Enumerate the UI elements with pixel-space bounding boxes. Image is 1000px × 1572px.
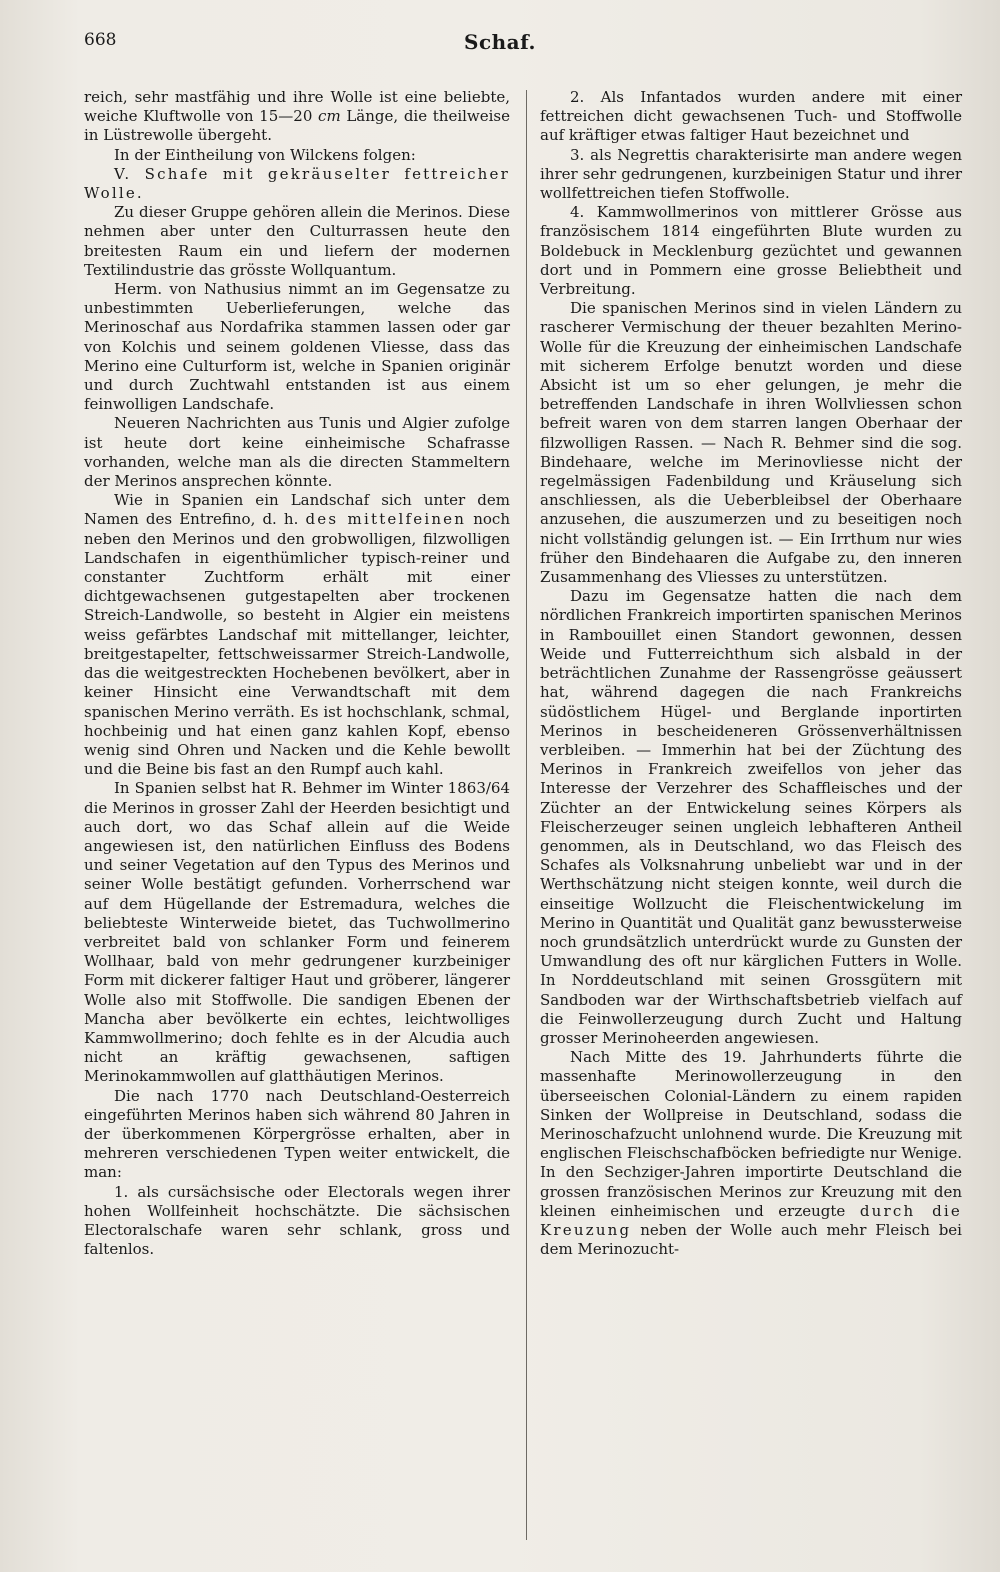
unit-text: cm [318, 107, 341, 126]
paragraph: Die spanischen Merinos sind in vielen Ländern zu rascherer Vermischung der theuer bezahlten Merino-Wolle für die Kreuzung der einheimischen Landschafe mit sicherem Erfolge benutzt worden und diese Absicht ist um so eher gelungen, je mehr die betreffenden Landschafe in ihren Wollvliessen schon befreit waren von dem starren langen Oberhaar der filzwolligen Rassen. — Nach R. Behmer sind die sog. Bindehaare, welche im Merinovliesse nicht der regelmässigen Fadenbildung und Kräuselung sich anschliessen, als die Ueberbleibsel der Oberhaare anzusehen, die auszumerzen und zu beseitigen noch nicht vollständig gelungen ist. — Ein Irrthum nur wies früher den Bindehaaren die Aufgabe zu, den inneren Zusammenhang des Vliesses zu unterstützen. [540, 299, 962, 587]
paragraph: reich, sehr mastfähig und ihre Wolle ist eine beliebte, weiche Kluftwolle von 15—20 cm Länge, die theilweise in Lüstrewolle übergeht. [84, 88, 511, 145]
paragraph: Wie in Spanien ein Landschaf sich unter dem Namen des Entrefino, d. h. des mittelfeinen noch neben den Merinos und den grobwolligen, filzwolligen Landschafen in eigenthümlicher typisch-reiner und constanter Zuchtform erhält mit einer dichtgewachsenen gutgestapelten aber trockenen Streich-Landwolle, so besteht in Algier ein meistens weiss gefärbtes Landschaf mit mittellanger, leichter, breitgestapelter, fettschweissarmer Streich-Landwolle, das die weitgestreckten Hochebenen bevölkert, aber in keiner Hinsicht eine Verwandtschaft mit dem spanischen Merino verräth. Es ist hochschlank, schmal, hochbeinig und hat einen ganz kahlen Kopf, ebenso wenig sind Ohren und Nacken und die Kehle bewollt und die Beine bis fast an den Rumpf auch kahl. [84, 491, 510, 779]
paragraph: 2. Als Infantados wurden andere mit einer fettreichen dicht gewachsenen Tuch- und Stoffwolle auf kräftiger etwas faltiger Haut bezeichnet und [540, 88, 962, 145]
spaced-emphasis: durch die Kreuzung [540, 1201, 962, 1239]
paragraph: 1. als cursächsische oder Electorals wegen ihrer hohen Wollfeinheit hochschätzte. Die sächsischen Electoralschafe waren sehr schlank, gross und faltenlos. [84, 1182, 510, 1259]
column-divider [526, 90, 527, 1540]
right-column [540, 88, 962, 1259]
paragraph: Neueren Nachrichten aus Tunis und Algier zufolge ist heute dort keine einheimische Schafrasse vorhanden, welche man als die directen Stammeltern der Merinos ansprechen könnte. [84, 414, 510, 491]
paragraph: Herm. von Nathusius nimmt an im Gegensatze zu unbestimmten Ueberlieferungen, welche das Merinoschaf aus Nordafrika stammen lassen oder gar von Kolchis und seinem goldenen Vliesse, dass das Merino eine Culturform ist, welche in Spanien originär und durch Zuchtwahl entstanden ist aus einem feinwolligen Landschafe. [84, 280, 510, 414]
spaced-emphasis: des mittelfeinen [305, 510, 467, 529]
page-number: 668 [84, 30, 117, 50]
paragraph: Dazu im Gegensatze hatten die nach dem nördlichen Frankreich importirten spanischen Merinos in Rambouillet einen Standort gewonnen, dessen Weide und Futterreichthum sich alsbald in der beträchtlichen Zunahme der Rassengrösse geäussert hat, während dagegen die nach Frankreichs südöstlichem Hügel- und Berglande inportirten Merinos in bescheideneren Grössenverhältnissen verbleiben. — Immerhin hat bei der Züchtung des Merinos in Frankreich zweifellos von jeher das Interesse der Verzehrer des Schaffleisches und der Züchter an der Entwickelung seines Körpers als Fleischerzeuger seinen ungleich lebhafteren Antheil genommen, als in Deutschland, wo das Fleisch des Schafes als Volksnahrung unbeliebt war und in der Werthschätzung nicht steigen konnte, weil durch die einseitige Wollzucht die Fleischentwickelung im Merino in Quantität und Qualität ganz bewussterweise noch grundsätzlich unterdrückt wurde zu Gunsten der Umwandlung des oft nur kärglichen Futters in Wolle. In Norddeutschland mit seinen Grossgütern mit Sandboden war der Wirthschaftsbetrieb vielfach auf die Feinwollerzeugung durch Zucht und Haltung grosser Merinoheerden angewiesen. [540, 587, 962, 1047]
paragraph: Nach Mitte des 19. Jahrhunderts führte die massenhafte Merinowollerzeugung in den überseeischen Colonial-Ländern zu einem rapiden Sinken der Wollpreise in Deutschland, sodass die Merinoschafzucht unlohnend wurde. Die Kreuzung mit englischen Fleischschafböcken befriedigte nur Wenige. In den Sechziger-Jahren importirte Deutschland die grossen französischen Merinos zur Kreuzung mit den kleinen einheimischen und erzeugte durch die Kreuzung neben der Wolle auch mehr Fleisch bei dem Merinozucht- [540, 1048, 962, 1259]
paragraph: Die nach 1770 nach Deutschland-Oesterreich eingeführten Merinos haben sich während 80 Jahren in der überkommenen Körpergrösse erhalten, aber in mehreren verschiedenen Typen weiter entwickelt, die man: [84, 1086, 510, 1182]
paragraph: In Spanien selbst hat R. Behmer im Winter 1863/64 die Merinos in grosser Zahl der Heerden besichtigt und auch dort, wo das Schaf allein auf die Weide angewiesen ist, den natürlichen Einfluss des Bodens und seiner Vegetation auf den Typus des Merinos und seiner Wolle bestätigt gefunden. Vorherrschend war auf dem Hügellande der Estremadura, welches die beliebteste Winterweide bietet, das Tuchwollmerino verbreitet bald von schlanker Form und feinerem Wollhaar, bald von mehr gedrungener kurzbeiniger Form mit dickerer faltiger Haut und gröberer, längerer Wolle also mit Stoffwolle. Die sandigen Ebenen der Mancha aber bevölkerte ein echtes, leichtwolliges Kammwollmerino; doch fehlte es in der Alcudia auch nicht an kräftig gewachsenen, saftigen Merinokammwollen auf glatthäutigen Merinos. [84, 779, 510, 1086]
left-column [84, 88, 510, 1259]
running-head-title: Schaf. [464, 30, 536, 54]
paragraph: 3. als Negrettis charakterisirte man andere wegen ihrer sehr gedrungenen, kurzbeinigen Statur und ihrer wollfettreichen tiefen Stoffwolle. [540, 145, 962, 203]
paragraph: Zu dieser Gruppe gehören allein die Merinos. Diese nehmen aber unter den Culturrassen heute den breitesten Raum ein und liefern der modernen Textilindustrie das grösste Wollquantum. [84, 203, 510, 279]
paragraph: In der Eintheilung von Wilckens folgen: [114, 145, 416, 164]
paragraph: 4. Kammwollmerinos von mittlerer Grösse aus französischem 1814 eingeführten Blute wurden zu Boldebuck in Mecklenburg gezüchtet und gewannen dort und in Pommern eine grosse Beliebtheit und Verbreitung. [540, 203, 962, 299]
section-heading: V. Schafe mit gekräuselter fettreicher Wolle. [84, 164, 510, 203]
